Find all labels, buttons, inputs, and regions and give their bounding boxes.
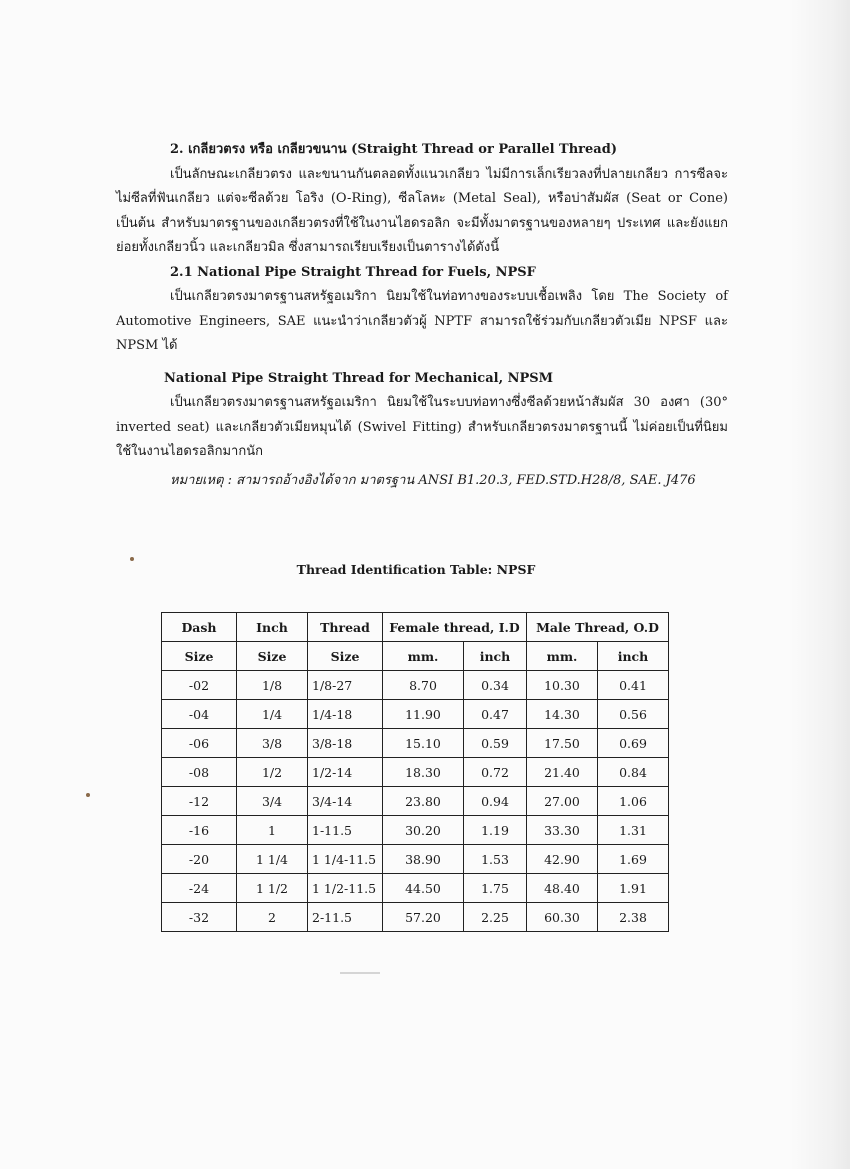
cell-thread: 1 1/4-11.5	[308, 845, 383, 874]
cell-dash: -02	[162, 671, 237, 700]
header-dash: Dash	[162, 613, 237, 642]
cell-dash: -12	[162, 787, 237, 816]
cell-male-inch: 0.41	[598, 671, 669, 700]
table-row	[162, 816, 669, 845]
cell-inch: 1/8	[237, 671, 308, 700]
cell-male-mm: 60.30	[527, 903, 598, 932]
cell-female-mm: 8.70	[383, 671, 464, 700]
cell-thread: 1 1/2-11.5	[308, 874, 383, 903]
cell-dash: -32	[162, 903, 237, 932]
table-row	[162, 729, 669, 758]
cell-male-inch: 1.91	[598, 874, 669, 903]
cell-dash: -20	[162, 845, 237, 874]
cell-female-mm: 44.50	[383, 874, 464, 903]
cell-inch: 3/4	[237, 787, 308, 816]
cell-female-inch: 0.34	[464, 671, 527, 700]
page-edge-shadow	[790, 0, 850, 1169]
cell-dash: -08	[162, 758, 237, 787]
cell-female-inch: 1.19	[464, 816, 527, 845]
cell-inch: 1/2	[237, 758, 308, 787]
header-thread: Thread	[308, 613, 383, 642]
cell-female-mm: 30.20	[383, 816, 464, 845]
table-subheader-row	[162, 642, 669, 671]
table-row	[162, 671, 669, 700]
cell-female-mm: 57.20	[383, 903, 464, 932]
cell-female-mm: 38.90	[383, 845, 464, 874]
scan-smudge	[340, 972, 380, 974]
header-female-mm: mm.	[383, 642, 464, 671]
cell-thread: 1/4-18	[308, 700, 383, 729]
cell-female-inch: 2.25	[464, 903, 527, 932]
subsection-1-paragraph: เป็นเกลียวตรงมาตรฐานสหรัฐอเมริกา นิยมใช้ในท่อทางของระบบเชื้อเพลิง โดย The Society of Automotive Engineers, SAE แนะนำว่าเกลียวตัวผู้ NPTF สามารถใช้ร่วมกับเกลียวตัวเมีย NPSF และ NPSM ได้	[116, 289, 728, 353]
cell-female-inch: 1.75	[464, 874, 527, 903]
cell-male-mm: 21.40	[527, 758, 598, 787]
cell-thread: 3/4-14	[308, 787, 383, 816]
subsection-1-heading: 2.1 National Pipe Straight Thread for Fuels, NPSF	[170, 264, 536, 280]
section-paragraph: เป็นลักษณะเกลียวตรง และขนานกันตลอดทั้งแนวเกลียว ไม่มีการเล็กเรียวลงที่ปลายเกลียว การซีลจะไม่ซีลที่ฟันเกลียว แต่จะซีลด้วย โอริง (O-Ring), ซีลโลหะ (Metal Seal), หรือบ่าสัมผัส (Seat or Cone) เป็นต้น สำหรับมาตรฐานของเกลียวตรงที่ใช้ในงานไฮดรอลิก จะมีทั้งมาตรฐานของหลายๆ ประเทศ และยังแยกย่อยทั้งเกลียวนิ้ว และเกลียวมิล ซึ่งสามารถเรียบเรียงเป็นตารางได้ดังนี้	[116, 166, 728, 255]
table-row	[162, 845, 669, 874]
header-dash-size: Size	[162, 642, 237, 671]
cell-dash: -24	[162, 874, 237, 903]
cell-thread: 1/2-14	[308, 758, 383, 787]
cell-female-mm: 11.90	[383, 700, 464, 729]
header-male: Male Thread, O.D	[527, 613, 669, 642]
table-row	[162, 903, 669, 932]
scan-speck	[86, 793, 90, 797]
cell-male-mm: 10.30	[527, 671, 598, 700]
cell-thread: 3/8-18	[308, 729, 383, 758]
subsection-2-heading: National Pipe Straight Thread for Mechanical, NPSM	[164, 370, 554, 386]
cell-female-inch: 0.72	[464, 758, 527, 787]
reference-note: หมายเหตุ : สามารถอ้างอิงได้จาก มาตรฐาน ANSI B1.20.3, FED.STD.H28/8, SAE. J476	[170, 472, 696, 488]
scan-speck	[130, 557, 134, 561]
cell-inch: 1 1/4	[237, 845, 308, 874]
cell-female-inch: 0.94	[464, 787, 527, 816]
cell-male-mm: 48.40	[527, 874, 598, 903]
cell-male-inch: 2.38	[598, 903, 669, 932]
cell-female-mm: 15.10	[383, 729, 464, 758]
cell-thread: 1/8-27	[308, 671, 383, 700]
cell-female-mm: 18.30	[383, 758, 464, 787]
cell-female-inch: 1.53	[464, 845, 527, 874]
table-title: Thread Identification Table: NPSF	[296, 562, 536, 577]
cell-male-mm: 14.30	[527, 700, 598, 729]
cell-inch: 1/4	[237, 700, 308, 729]
header-female-inch: inch	[464, 642, 527, 671]
cell-male-inch: 1.69	[598, 845, 669, 874]
header-thread-size: Size	[308, 642, 383, 671]
cell-male-mm: 17.50	[527, 729, 598, 758]
cell-dash: -04	[162, 700, 237, 729]
header-male-mm: mm.	[527, 642, 598, 671]
cell-female-mm: 23.80	[383, 787, 464, 816]
cell-male-inch: 0.84	[598, 758, 669, 787]
thread-table	[161, 612, 669, 932]
cell-male-inch: 0.56	[598, 700, 669, 729]
cell-inch: 1 1/2	[237, 874, 308, 903]
cell-inch: 1	[237, 816, 308, 845]
cell-inch: 2	[237, 903, 308, 932]
cell-dash: -06	[162, 729, 237, 758]
cell-male-inch: 1.06	[598, 787, 669, 816]
cell-male-mm: 42.90	[527, 845, 598, 874]
cell-inch: 3/8	[237, 729, 308, 758]
table-row	[162, 874, 669, 903]
header-inch-size: Size	[237, 642, 308, 671]
header-inch: Inch	[237, 613, 308, 642]
spacer	[116, 359, 728, 367]
table-header-row	[162, 613, 669, 642]
cell-male-inch: 1.31	[598, 816, 669, 845]
table-row	[162, 787, 669, 816]
cell-male-mm: 27.00	[527, 787, 598, 816]
table-row	[162, 758, 669, 787]
cell-thread: 1-11.5	[308, 816, 383, 845]
cell-thread: 2-11.5	[308, 903, 383, 932]
cell-male-inch: 0.69	[598, 729, 669, 758]
header-female: Female thread, I.D	[383, 613, 527, 642]
section-heading: 2. เกลียวตรง หรือ เกลียวขนาน (Straight Thread or Parallel Thread)	[170, 142, 617, 157]
cell-dash: -16	[162, 816, 237, 845]
table-row	[162, 700, 669, 729]
cell-male-mm: 33.30	[527, 816, 598, 845]
cell-female-inch: 0.47	[464, 700, 527, 729]
cell-female-inch: 0.59	[464, 729, 527, 758]
header-male-inch: inch	[598, 642, 669, 671]
subsection-2-paragraph: เป็นเกลียวตรงมาตรฐานสหรัฐอเมริกา นิยมใช้ในระบบท่อทางซึ่งซีลด้วยหน้าสัมผัส 30 องศา (30° inverted seat) และเกลียวตัวเมียหมุนได้ (Swivel Fitting) สำหรับเกลียวตรงมาตรฐานนี้ ไม่ค่อยเป็นที่นิยมใช้ในงานไฮดรอลิกมากนัก	[116, 395, 728, 459]
text-block	[116, 138, 728, 493]
